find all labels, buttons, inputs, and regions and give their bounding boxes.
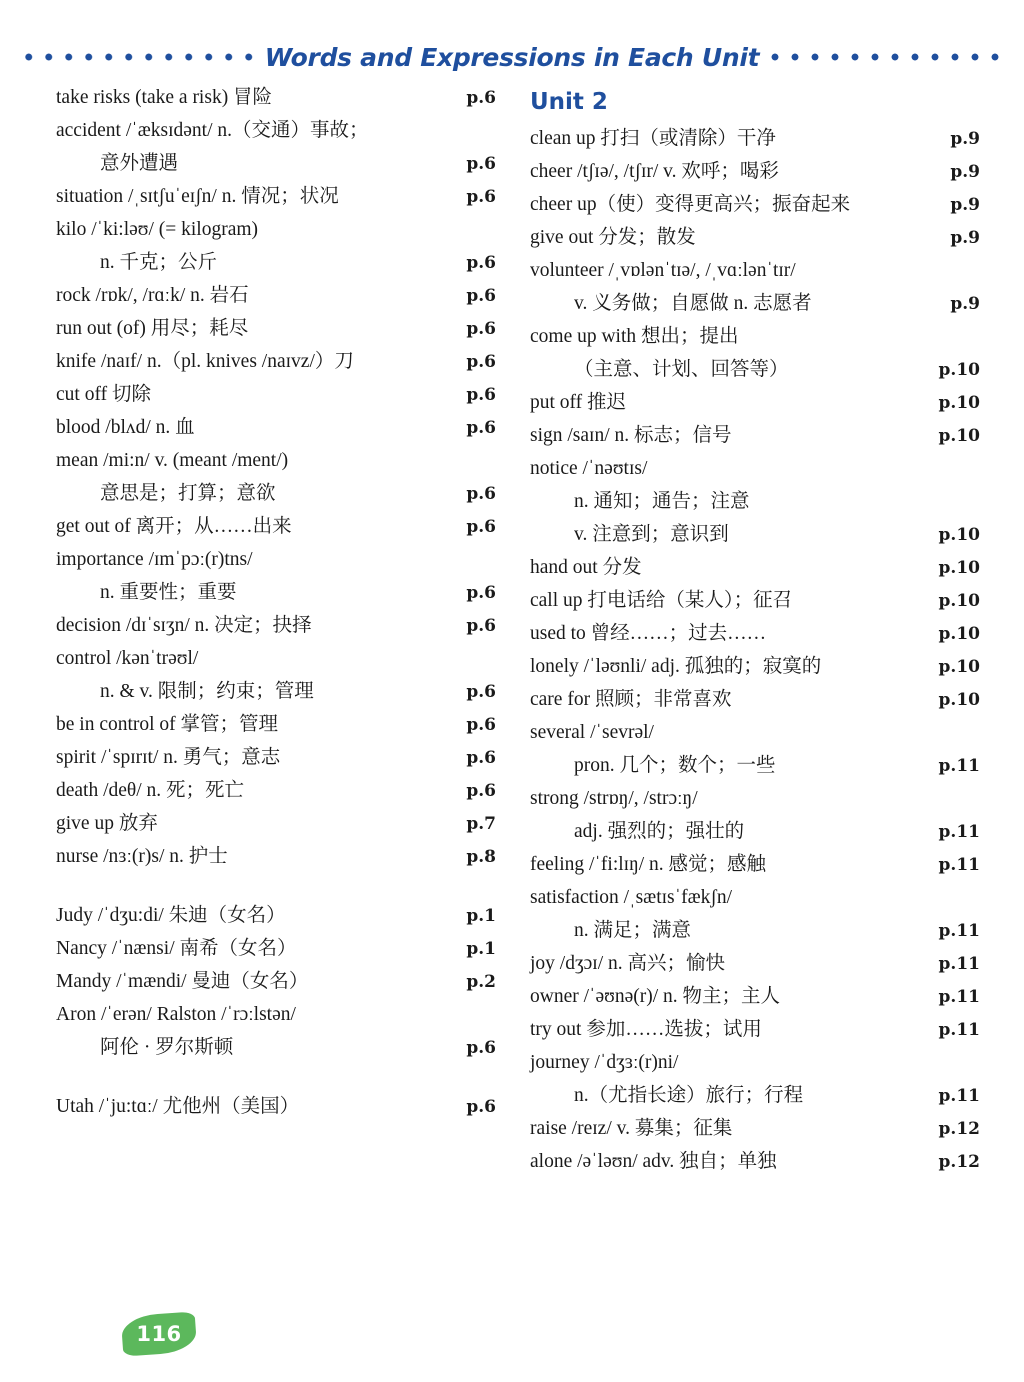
entry-text: clean up 打扫（或清除）干净 <box>530 127 776 149</box>
entry-page-reference: p.6 <box>466 1038 496 1058</box>
entry-page-reference: p.6 <box>466 319 496 339</box>
vocabulary-entry <box>56 1005 496 1027</box>
entry-text: rock /rɒk/, /rɑːk/ n. 岩石 <box>56 285 249 306</box>
entry-text: v. 义务做；自愿做 n. 志愿者 <box>574 292 812 314</box>
vocabulary-entry <box>530 1053 980 1075</box>
entry-text: situation /ˌsɪtʃuˈeɪʃn/ n. 情况；状况 <box>56 186 339 207</box>
entry-text: death /deθ/ n. 死；死亡 <box>56 780 245 801</box>
entry-text: put off 推迟 <box>530 391 627 413</box>
vocabulary-entry <box>530 162 980 184</box>
entry-page-reference: p.10 <box>938 524 980 545</box>
right-column <box>512 88 1024 1185</box>
entry-text: volunteer /ˌvɒlənˈtɪə/, /ˌvɑːlənˈtɪr/ <box>530 259 796 281</box>
vocabulary-entry <box>56 1038 496 1060</box>
entry-text: raise /reɪz/ v. 募集；征集 <box>530 1117 733 1139</box>
entry-text: mean /mi:n/ v. (meant /ment/) <box>56 450 289 471</box>
section-gap-places <box>56 1071 496 1097</box>
entry-page-reference: p.10 <box>938 623 980 644</box>
vocabulary-entry <box>530 822 980 844</box>
vocabulary-entry <box>56 781 496 803</box>
entry-text: （主意、计划、回答等） <box>574 358 789 380</box>
entry-page-reference: p.6 <box>466 352 496 372</box>
entry-page-reference: p.6 <box>466 286 496 306</box>
vocabulary-entry <box>530 690 980 712</box>
left-entries <box>56 88 496 869</box>
entry-page-reference: p.6 <box>466 418 496 438</box>
entry-page-reference: p.9 <box>950 293 980 314</box>
entry-page-reference: p.11 <box>938 854 980 875</box>
entry-page-reference: p.11 <box>938 1019 980 1040</box>
vocabulary-entry <box>530 195 980 217</box>
entry-text: hand out 分发 <box>530 556 642 578</box>
entry-text: several /ˈsevrəl/ <box>530 721 654 743</box>
entry-text: cut off 切除 <box>56 384 151 405</box>
vocabulary-entry <box>56 583 496 605</box>
entry-page-reference: p.6 <box>466 88 496 108</box>
entry-page-reference: p.6 <box>466 781 496 801</box>
entry-page-reference: p.6 <box>466 517 496 537</box>
entry-page-reference: p.10 <box>938 392 980 413</box>
entry-text: take risks (take a risk) 冒险 <box>56 87 273 108</box>
vocabulary-entry <box>530 624 980 646</box>
entry-page-reference: p.10 <box>938 590 980 611</box>
entry-text: accident /ˈæksɪdənt/ n.（交通）事故； <box>56 120 369 141</box>
entry-text: adj. 强烈的；强壮的 <box>574 820 745 842</box>
entry-page-reference: p.9 <box>950 128 980 149</box>
vocabulary-entry <box>56 88 496 110</box>
vocabulary-entry <box>56 939 496 961</box>
entry-text: importance /ɪmˈpɔː(r)tns/ <box>56 549 253 570</box>
entry-text: v. 注意到；意识到 <box>574 523 729 545</box>
vocabulary-entry <box>56 517 496 539</box>
vocabulary-entry <box>56 286 496 308</box>
entry-text: sign /saɪn/ n. 标志；信号 <box>530 424 732 446</box>
entry-page-reference: p.6 <box>466 253 496 273</box>
vocabulary-entry <box>56 682 496 704</box>
vocabulary-entry <box>56 418 496 440</box>
vocabulary-entry <box>530 459 980 481</box>
vocabulary-entry <box>530 1152 980 1174</box>
vocabulary-entry <box>530 228 980 250</box>
entry-text: nurse /nɜː(r)s/ n. 护士 <box>56 846 228 867</box>
vocabulary-entry <box>56 649 496 671</box>
entry-text: control /kənˈtrəʊl/ <box>56 648 199 669</box>
entry-text: notice /ˈnəʊtɪs/ <box>530 457 648 479</box>
entry-page-reference: p.10 <box>938 557 980 578</box>
vocabulary-entry <box>530 360 980 382</box>
entry-text: Mandy /ˈmændi/ 曼迪（女名） <box>56 971 309 992</box>
vocabulary-entry <box>56 847 496 869</box>
vocabulary-entry <box>56 616 496 638</box>
entry-page-reference: p.6 <box>466 583 496 603</box>
entry-page-reference: p.9 <box>950 161 980 182</box>
entry-text: spirit /ˈspɪrɪt/ n. 勇气；意志 <box>56 747 281 768</box>
entry-page-reference: p.8 <box>466 847 496 867</box>
page-title: Words and Expressions in Each Unit <box>264 42 760 72</box>
vocabulary-entry <box>56 451 496 473</box>
vocabulary-entry <box>530 426 980 448</box>
entry-text: be in control of 掌管；管理 <box>56 714 279 735</box>
vocabulary-entry <box>530 855 980 877</box>
vocabulary-entry <box>56 550 496 572</box>
entry-text: blood /blʌd/ n. 血 <box>56 417 195 438</box>
entry-text: owner /ˈəʊnə(r)/ n. 物主；主人 <box>530 985 781 1007</box>
left-column <box>0 88 512 1185</box>
vocabulary-entry <box>530 1086 980 1108</box>
vocabulary-entry <box>56 715 496 737</box>
entry-text: n. 满足；满意 <box>574 919 692 941</box>
vocabulary-entry <box>530 657 980 679</box>
vocabulary-entry <box>530 1119 980 1141</box>
entry-page-reference: p.7 <box>466 814 496 834</box>
entry-page-reference: p.1 <box>466 939 496 959</box>
entry-text: Nancy /ˈnænsi/ 南希（女名） <box>56 938 297 959</box>
vocabulary-entry <box>530 723 980 745</box>
vocabulary-entry <box>56 484 496 506</box>
entry-page-reference: p.6 <box>466 748 496 768</box>
unit-heading: Unit 2 <box>530 89 608 115</box>
left-places <box>56 1097 496 1119</box>
vocabulary-entry <box>56 121 496 143</box>
entry-text: Judy /ˈdʒu:di/ 朱迪（女名） <box>56 905 286 926</box>
entry-text: lonely /ˈləʊnli/ adj. 孤独的；寂寞的 <box>530 655 822 677</box>
vocabulary-entry <box>56 319 496 341</box>
vocabulary-entry <box>56 154 496 176</box>
header-dots-right <box>765 52 1010 62</box>
vocabulary-entry <box>56 906 496 928</box>
vocabulary-entry <box>530 327 980 349</box>
entry-text: n.（尤指长途）旅行；行程 <box>574 1084 804 1106</box>
vocabulary-entry <box>56 748 496 770</box>
entry-page-reference: p.10 <box>938 689 980 710</box>
vocabulary-entry <box>530 591 980 613</box>
vocabulary-entry <box>530 525 980 547</box>
vocabulary-entry <box>530 789 980 811</box>
vocabulary-entry <box>530 129 980 151</box>
entry-text: used to 曾经……；过去…… <box>530 622 767 644</box>
entry-text: decision /dɪˈsɪʒn/ n. 决定；抉择 <box>56 615 312 636</box>
entry-page-reference: p.12 <box>938 1151 980 1172</box>
right-entries <box>530 129 980 1174</box>
entry-page-reference: p.12 <box>938 1118 980 1139</box>
vocabulary-entry <box>56 385 496 407</box>
entry-page-reference: p.9 <box>950 227 980 248</box>
entry-text: get out of 离开；从……出来 <box>56 516 292 537</box>
entry-page-reference: p.6 <box>466 616 496 636</box>
entry-text: give out 分发；散发 <box>530 226 696 248</box>
vocabulary-entry <box>56 352 496 374</box>
vocabulary-entry <box>530 921 980 943</box>
entry-text: n. 千克；公斤 <box>100 252 218 273</box>
entry-text: cheer /tʃɪə/, /tʃɪr/ v. 欢呼；喝彩 <box>530 160 779 182</box>
entry-page-reference: p.11 <box>938 953 980 974</box>
entry-text: pron. 几个；数个；一些 <box>574 754 776 776</box>
entry-page-reference: p.6 <box>466 154 496 174</box>
entry-page-reference: p.11 <box>938 986 980 1007</box>
entry-page-reference: p.11 <box>938 1085 980 1106</box>
vocabulary-entry <box>530 756 980 778</box>
entry-page-reference: p.11 <box>938 821 980 842</box>
entry-page-reference: p.1 <box>466 906 496 926</box>
entry-page-reference: p.10 <box>938 359 980 380</box>
entry-page-reference: p.6 <box>466 187 496 207</box>
entry-text: 意思是；打算；意欲 <box>100 483 276 504</box>
entry-text: n. 重要性；重要 <box>100 582 237 603</box>
word-list-columns <box>0 88 1024 1185</box>
page-number-text: 116 <box>136 1322 182 1346</box>
vocabulary-entry <box>530 987 980 1009</box>
vocabulary-entry <box>530 492 980 514</box>
page-number-badge <box>122 1314 196 1354</box>
vocabulary-entry <box>530 261 980 283</box>
section-gap-names <box>56 880 496 906</box>
entry-text: n. & v. 限制；约束；管理 <box>100 681 314 702</box>
entry-page-reference: p.6 <box>466 385 496 405</box>
entry-page-reference: p.6 <box>466 1097 496 1117</box>
header-dots-left <box>14 52 259 62</box>
entry-page-reference: p.10 <box>938 425 980 446</box>
entry-page-reference: p.10 <box>938 656 980 677</box>
page-header <box>0 40 1024 74</box>
entry-text: satisfaction /ˌsætɪsˈfækʃn/ <box>530 886 733 908</box>
entry-text: try out 参加……选拔；试用 <box>530 1018 762 1040</box>
vocabulary-entry <box>56 187 496 209</box>
entry-text: run out (of) 用尽；耗尽 <box>56 318 249 339</box>
entry-text: journey /ˈdʒɜː(r)ni/ <box>530 1051 679 1073</box>
entry-text: joy /dʒɔɪ/ n. 高兴；愉快 <box>530 952 725 974</box>
vocabulary-entry <box>530 294 980 316</box>
entry-page-reference: p.2 <box>466 972 496 992</box>
entry-text: 阿伦 · 罗尔斯顿 <box>100 1037 234 1058</box>
entry-text: kilo /ˈki:ləʊ/ (= kilogram) <box>56 219 259 240</box>
vocabulary-entry <box>56 1097 496 1119</box>
entry-text: call up 打电话给（某人）；征召 <box>530 589 793 611</box>
entry-text: give up 放弃 <box>56 813 158 834</box>
entry-text: care for 照顾；非常喜欢 <box>530 688 732 710</box>
entry-page-reference: p.11 <box>938 920 980 941</box>
entry-text: n. 通知；通告；注意 <box>574 490 750 512</box>
left-names <box>56 906 496 1060</box>
vocabulary-entry <box>530 888 980 910</box>
vocabulary-entry <box>530 558 980 580</box>
entry-text: cheer up（使）变得更高兴；振奋起来 <box>530 193 851 215</box>
entry-text: feeling /ˈfi:lɪŋ/ n. 感觉；感触 <box>530 853 767 875</box>
entry-text: 意外遭遇 <box>100 153 179 174</box>
entry-text: Utah /ˈju:tɑː/ 尤他州（美国） <box>56 1096 300 1117</box>
entry-text: come up with 想出；提出 <box>530 325 739 347</box>
entry-text: knife /naɪf/ n.（pl. knives /naɪvz/）刀 <box>56 351 354 372</box>
entry-page-reference: p.11 <box>938 755 980 776</box>
vocabulary-entry <box>56 814 496 836</box>
vocabulary-entry <box>530 954 980 976</box>
vocabulary-entry <box>56 972 496 994</box>
entry-page-reference: p.6 <box>466 484 496 504</box>
entry-page-reference: p.6 <box>466 715 496 735</box>
vocabulary-entry <box>56 220 496 242</box>
entry-text: alone /əˈləʊn/ adv. 独自；单独 <box>530 1150 777 1172</box>
entry-page-reference: p.9 <box>950 194 980 215</box>
vocabulary-entry <box>530 1020 980 1042</box>
entry-text: strong /strɒŋ/, /strɔːŋ/ <box>530 787 698 809</box>
entry-text: Aron /ˈerən/ Ralston /ˈrɔːlstən/ <box>56 1004 296 1025</box>
vocabulary-entry <box>56 253 496 275</box>
vocabulary-entry <box>530 393 980 415</box>
entry-page-reference: p.6 <box>466 682 496 702</box>
